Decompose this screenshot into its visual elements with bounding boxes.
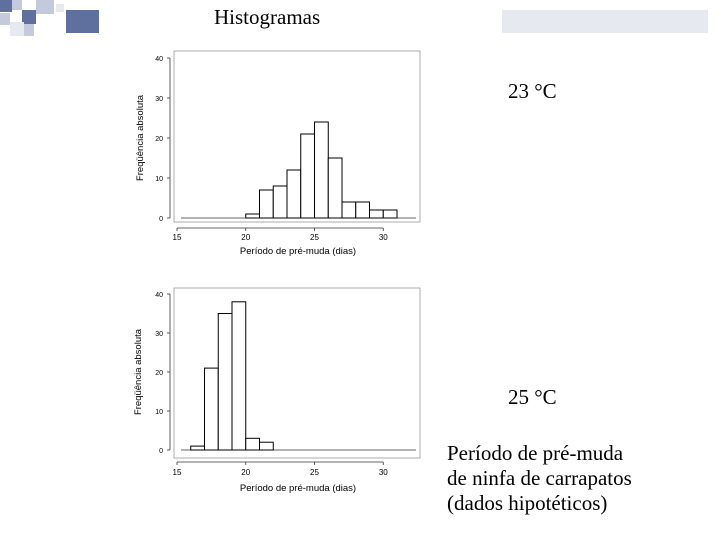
chart2-x-tick-label-15: 15 <box>172 468 182 477</box>
chart2-x-axis-label: Período de pré-muda (dias) <box>239 483 357 494</box>
chart1-bar-30 <box>383 210 397 218</box>
chart2-bar-21 <box>260 442 274 450</box>
chart2-bar-19 <box>232 302 246 450</box>
chart1-y-tick-label-10: 10 <box>155 176 163 183</box>
chart2-bar-17 <box>205 368 219 450</box>
caption-line-3: (dados hipotéticos) <box>447 491 608 515</box>
chart2-y-tick-label-30: 30 <box>155 331 163 338</box>
chart1-bar-24 <box>301 134 315 218</box>
temperature-label-bottom: 25 °C <box>508 385 557 409</box>
chart2-y-axis-label: Freqüência absoluta <box>133 328 144 416</box>
chart1-x-axis-label: Período de pré-muda (dias) <box>239 246 357 257</box>
chart2-y-tick-label-0: 0 <box>159 448 163 455</box>
caption-line-2: de ninfa de carrapatos <box>447 466 632 490</box>
temperature-label-top: 23 °C <box>508 79 557 103</box>
chart2-x-tick-label-20: 20 <box>241 468 251 477</box>
chart2-y-tick-label-40: 40 <box>155 292 163 299</box>
chart1-bar-23 <box>287 170 301 218</box>
chart1-y-axis-label: Freqüência absoluta <box>135 94 146 182</box>
chart1-bar-28 <box>356 202 370 218</box>
chart2-bar-16 <box>191 446 205 450</box>
chart2-x-tick-label-30: 30 <box>378 468 388 477</box>
chart1-bar-21 <box>260 190 274 218</box>
chart1-bar-29 <box>370 210 384 218</box>
slide-title: Histogramas <box>214 5 321 29</box>
chart1-y-tick-label-0: 0 <box>159 216 163 223</box>
chart1-y-tick-label-20: 20 <box>155 136 163 143</box>
chart2-y-tick-label-10: 10 <box>155 409 163 416</box>
chart2-x-tick-label-25: 25 <box>310 468 319 477</box>
chart2-bar-18 <box>218 314 232 451</box>
chart1-bar-20 <box>246 214 260 218</box>
chart2-y-tick-label-20: 20 <box>155 370 163 377</box>
chart1-bar-22 <box>273 186 287 218</box>
chart1-bar-25 <box>315 122 329 218</box>
chart1-y-tick-label-30: 30 <box>155 96 163 103</box>
chart1-x-tick-label-25: 25 <box>310 233 319 242</box>
chart2-bar-20 <box>246 438 260 450</box>
chart1-bar-26 <box>328 158 342 218</box>
chart1-x-tick-label-30: 30 <box>378 233 388 242</box>
chart1-y-tick-label-40: 40 <box>155 56 163 63</box>
chart1-x-tick-label-20: 20 <box>241 233 251 242</box>
chart1-bar-27 <box>342 202 356 218</box>
chart1-x-tick-label-15: 15 <box>172 233 182 242</box>
caption-line-1: Período de pré-muda <box>447 441 624 465</box>
